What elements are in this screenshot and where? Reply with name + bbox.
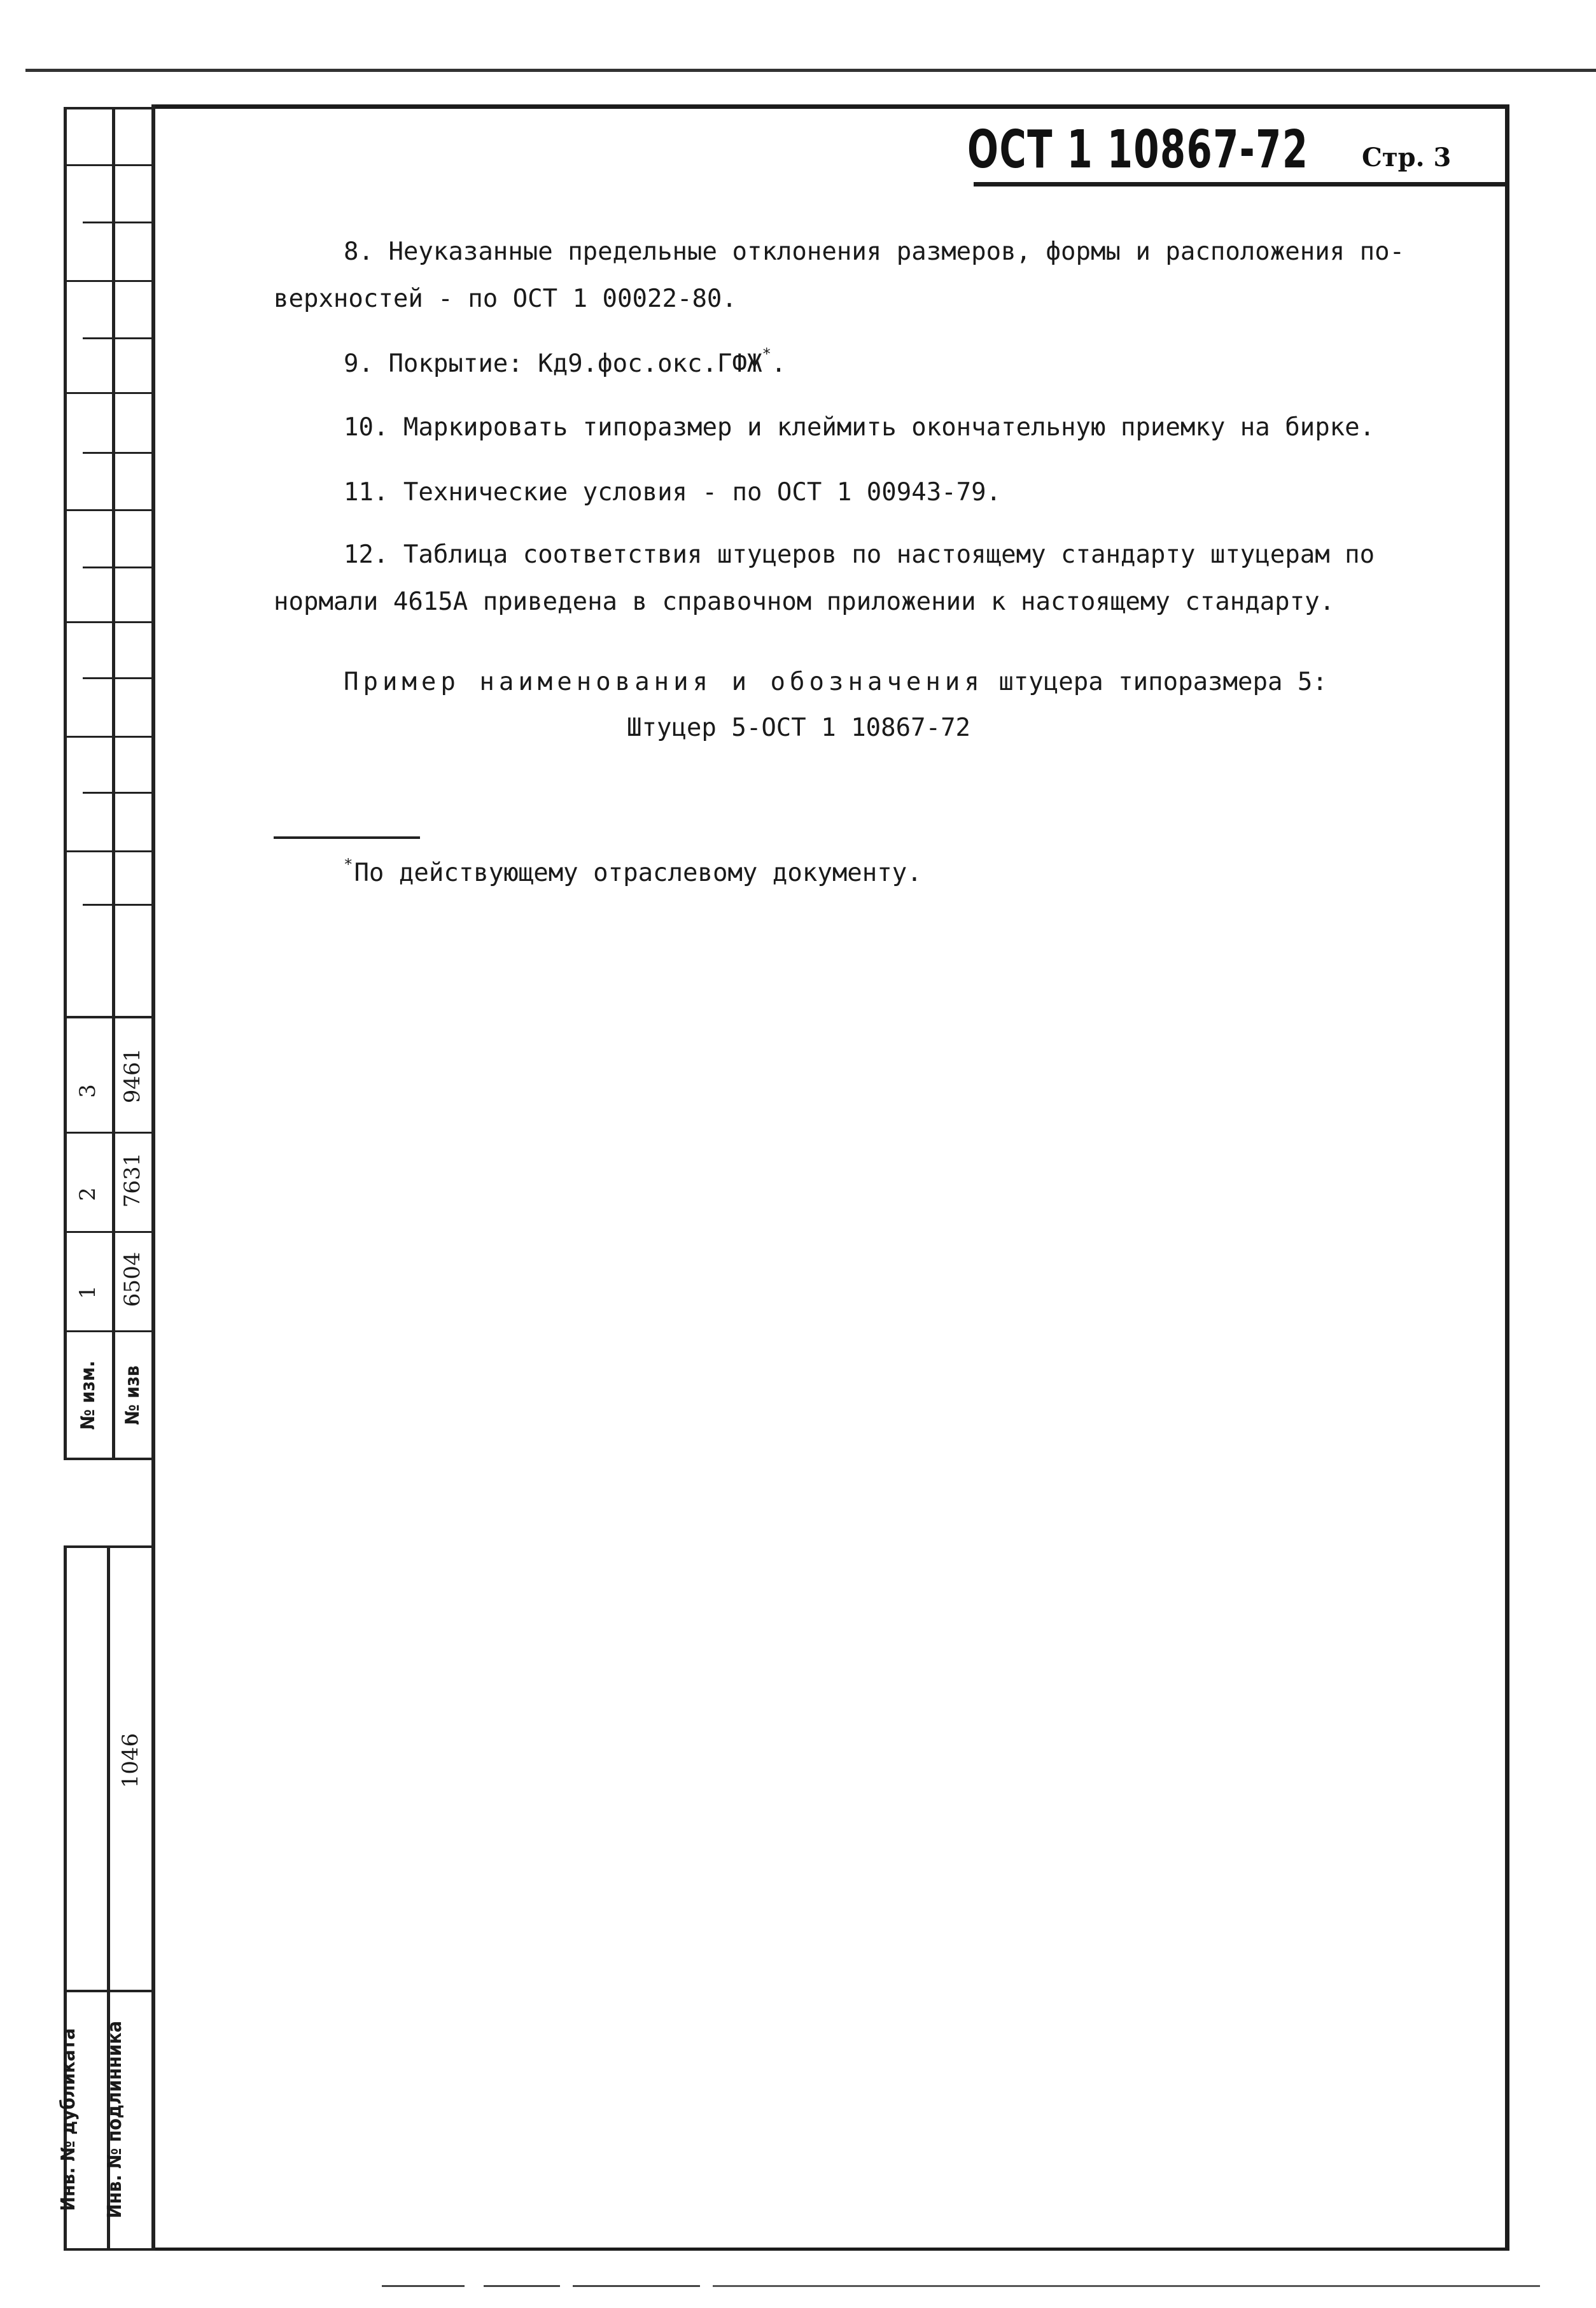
example-caption: [344, 670, 1327, 695]
margin-tick: [64, 621, 153, 623]
inventory-bottom-line: [64, 2248, 153, 2251]
margin-tick: [64, 509, 153, 511]
bottom-scan-dash-3: [573, 2285, 700, 2287]
item-9-tail: .: [771, 349, 787, 378]
margin-tick: [83, 566, 153, 568]
example-caption-spaced: Пример наименования и обозначения: [344, 668, 984, 696]
margin-tick: [83, 452, 153, 454]
margin-tick: [83, 677, 153, 679]
margin-tick: [83, 222, 153, 223]
notice-number-label: № изв: [122, 1365, 144, 1425]
revision-table-top: [64, 1016, 153, 1018]
footnote-text: По действующему отраслевому документу.: [354, 859, 922, 887]
original-inventory-label: Инв. № подлинника: [104, 2020, 126, 2219]
revision-row-sep-1: [64, 1132, 153, 1134]
item-9-footnote-mark: *: [762, 345, 771, 363]
footnote-rule: [274, 836, 420, 839]
item-8-line-2: верхностей - по ОСТ 1 00022-80.: [274, 285, 737, 313]
change-number-label: № изм.: [77, 1360, 99, 1430]
item-9-text: 9. Покрытие: Кд9.фос.окс.ГФЖ: [344, 349, 762, 378]
example-caption-rest: штуцера типоразмера 5:: [998, 668, 1327, 696]
item-8-line-1: 8. Неуказанные предельные отклонения размеров, формы и расположения по-: [344, 237, 1405, 266]
revision-change-2: 2: [75, 1187, 101, 1201]
revision-row-sep-2: [64, 1231, 153, 1233]
revision-change-1: 1: [75, 1285, 101, 1299]
header-underline: [974, 182, 1507, 186]
margin-outer-line-upper: [64, 107, 67, 1460]
bottom-scan-dash-2: [484, 2285, 560, 2287]
margin-tick: [83, 337, 153, 339]
revision-row-sep-3: [64, 1330, 153, 1332]
revision-table-bottom: [64, 1458, 153, 1460]
example-designation: Штуцер 5-ОСТ 1 10867-72: [627, 714, 971, 742]
margin-tick: [83, 792, 153, 794]
margin-tick: [64, 392, 153, 394]
item-12-line-2: нормали 4615А приведена в справочном приложении к настоящему стандарту.: [274, 588, 1335, 616]
item-11: 11. Технические условия - по ОСТ 1 00943-79.: [344, 478, 1002, 507]
margin-middle-line-upper: [112, 107, 115, 1460]
margin-inner-line: [151, 104, 155, 2251]
inventory-mid-line: [64, 1990, 153, 1992]
revision-notice-1: 6504: [120, 1251, 145, 1307]
revision-change-3: 3: [75, 1084, 101, 1098]
margin-tick: [83, 904, 153, 906]
revision-notice-3: 9461: [120, 1048, 145, 1104]
footnote: [344, 855, 922, 887]
top-scan-line: [25, 69, 1596, 72]
margin-tick: [64, 280, 153, 282]
margin-tick: [64, 736, 153, 738]
item-12-line-1: 12. Таблица соответствия штуцеров по настоящему стандарту штуцерам по: [344, 540, 1375, 569]
item-9: [344, 345, 787, 378]
original-inventory-number: 1046: [118, 1733, 143, 1789]
page-number: Стр. 3: [1362, 143, 1452, 172]
margin-tick: [64, 850, 153, 852]
revision-notice-2: 7631: [120, 1152, 145, 1208]
inventory-top-line: [64, 1545, 153, 1548]
document-designation: ОСТ 1 10867-72: [967, 120, 1309, 180]
margin-tick: [64, 164, 153, 166]
item-10: 10. Маркировать типоразмер и клеймить окончательную приемку на бирке.: [344, 413, 1375, 442]
footnote-mark: *: [344, 855, 353, 873]
bottom-scan-dash-1: [382, 2285, 465, 2287]
duplicate-inventory-label: Инв. № дубликата: [57, 2028, 80, 2211]
bottom-scan-dash-4: [713, 2285, 1540, 2287]
margin-top-line: [64, 107, 153, 109]
